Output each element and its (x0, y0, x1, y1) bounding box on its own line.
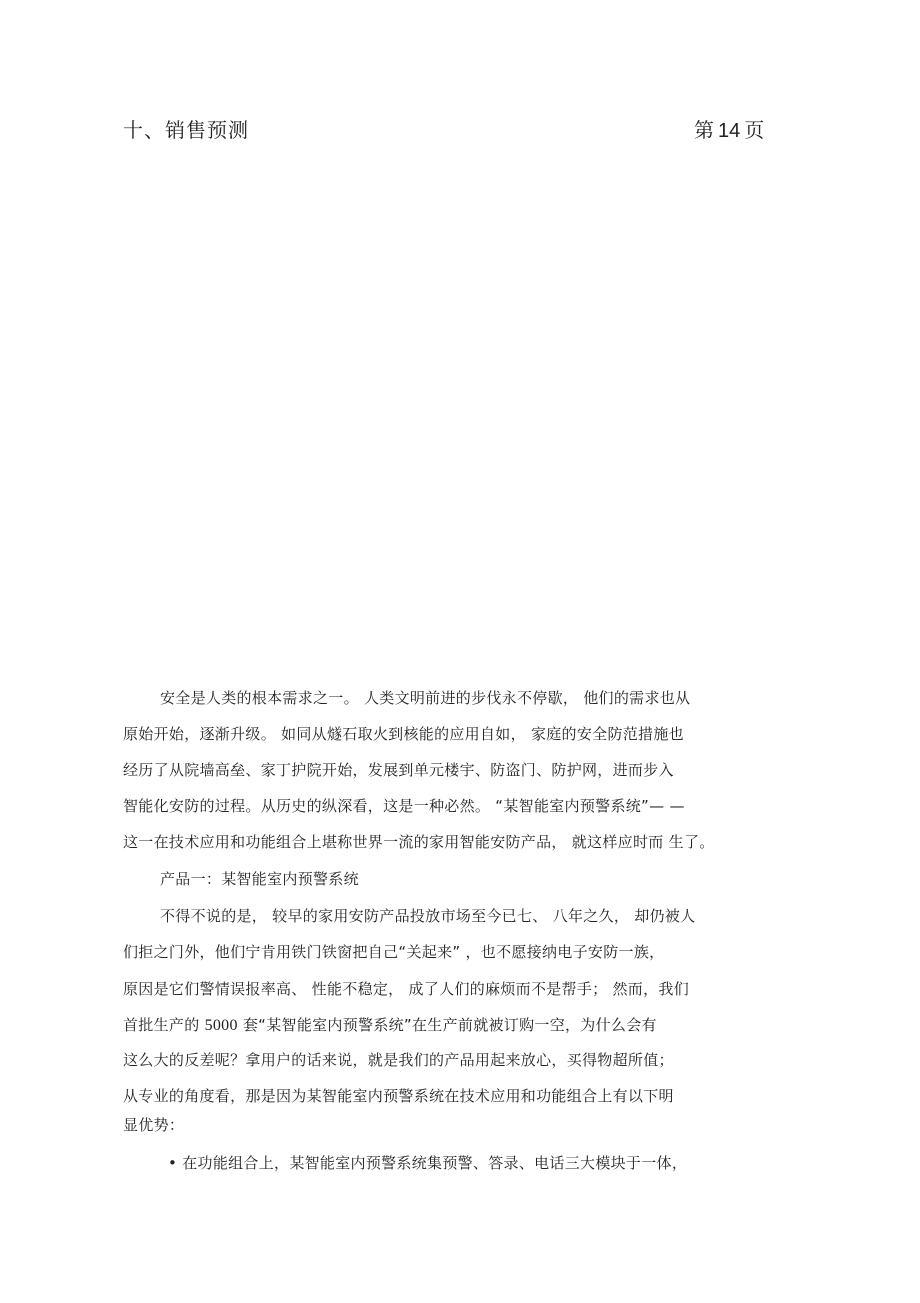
product-heading: 产品一：某智能室内预警系统 (160, 870, 359, 888)
bullet-item: • 在功能组合上，某智能室内预警系统集预警、答录、电话三大模块于一体， (168, 1154, 688, 1172)
page-number-value: 14 (718, 120, 741, 142)
paragraph-line: 原始开始，逐渐升级。 如同从燧石取火到核能的应用自如， 家庭的安全防范措施也 (123, 725, 684, 743)
paragraph-line: 显优势： (123, 1116, 185, 1134)
paragraph-line: 安全是人类的根本需求之一。 人类文明前进的步伐永不停歇， 他们的需求也从 (160, 689, 691, 707)
paragraph-line: 从专业的角度看，那是因为某智能室内预警系统在技术应用和功能组合上有以下明 (123, 1087, 674, 1105)
line-text: 首批生产的 (123, 1016, 205, 1034)
paragraph-line: 经历了从院墙高垒、家丁护院开始，发展到单元楼宇、防盗门、防护网，进而步入 (123, 761, 674, 779)
page-prefix: 第 (694, 118, 714, 142)
paragraph-line: 原因是它们警情误报率高、 性能不稳定， 成了人们的麻烦而不是帮手； 然而，我们 (123, 980, 690, 998)
page-number (694, 114, 764, 143)
paragraph-line: 智能化安防的过程。从历史的纵深看，这是一种必然。 “某智能室内预警系统”— — (123, 797, 685, 815)
paragraph-line: 不得不说的是， 较早的家用安防产品投放市场至今已七、 八年之久， 却仍被人 (160, 907, 696, 925)
paragraph-line: 这么大的反差呢？拿用户的话来说，就是我们的产品用起来放心，买得物超所值； (123, 1051, 674, 1069)
quantity-value: 5000 (204, 1017, 238, 1034)
page-suffix: 页 (744, 118, 765, 142)
line-text: 套“某智能室内预警系统”在生产前就被订购一空，为什么会有 (237, 1016, 657, 1034)
paragraph-line (123, 1015, 657, 1036)
paragraph-line: 们拒之门外，他们宁肯用铁门铁窗把自己“关起来” ，也不愿接纳电子安防一族， (123, 943, 665, 961)
paragraph-line: 这一在技术应用和功能组合上堪称世界一流的家用智能安防产品， 就这样应时而 生了。 (123, 833, 715, 851)
section-title: 十、销售预测 (123, 118, 249, 142)
